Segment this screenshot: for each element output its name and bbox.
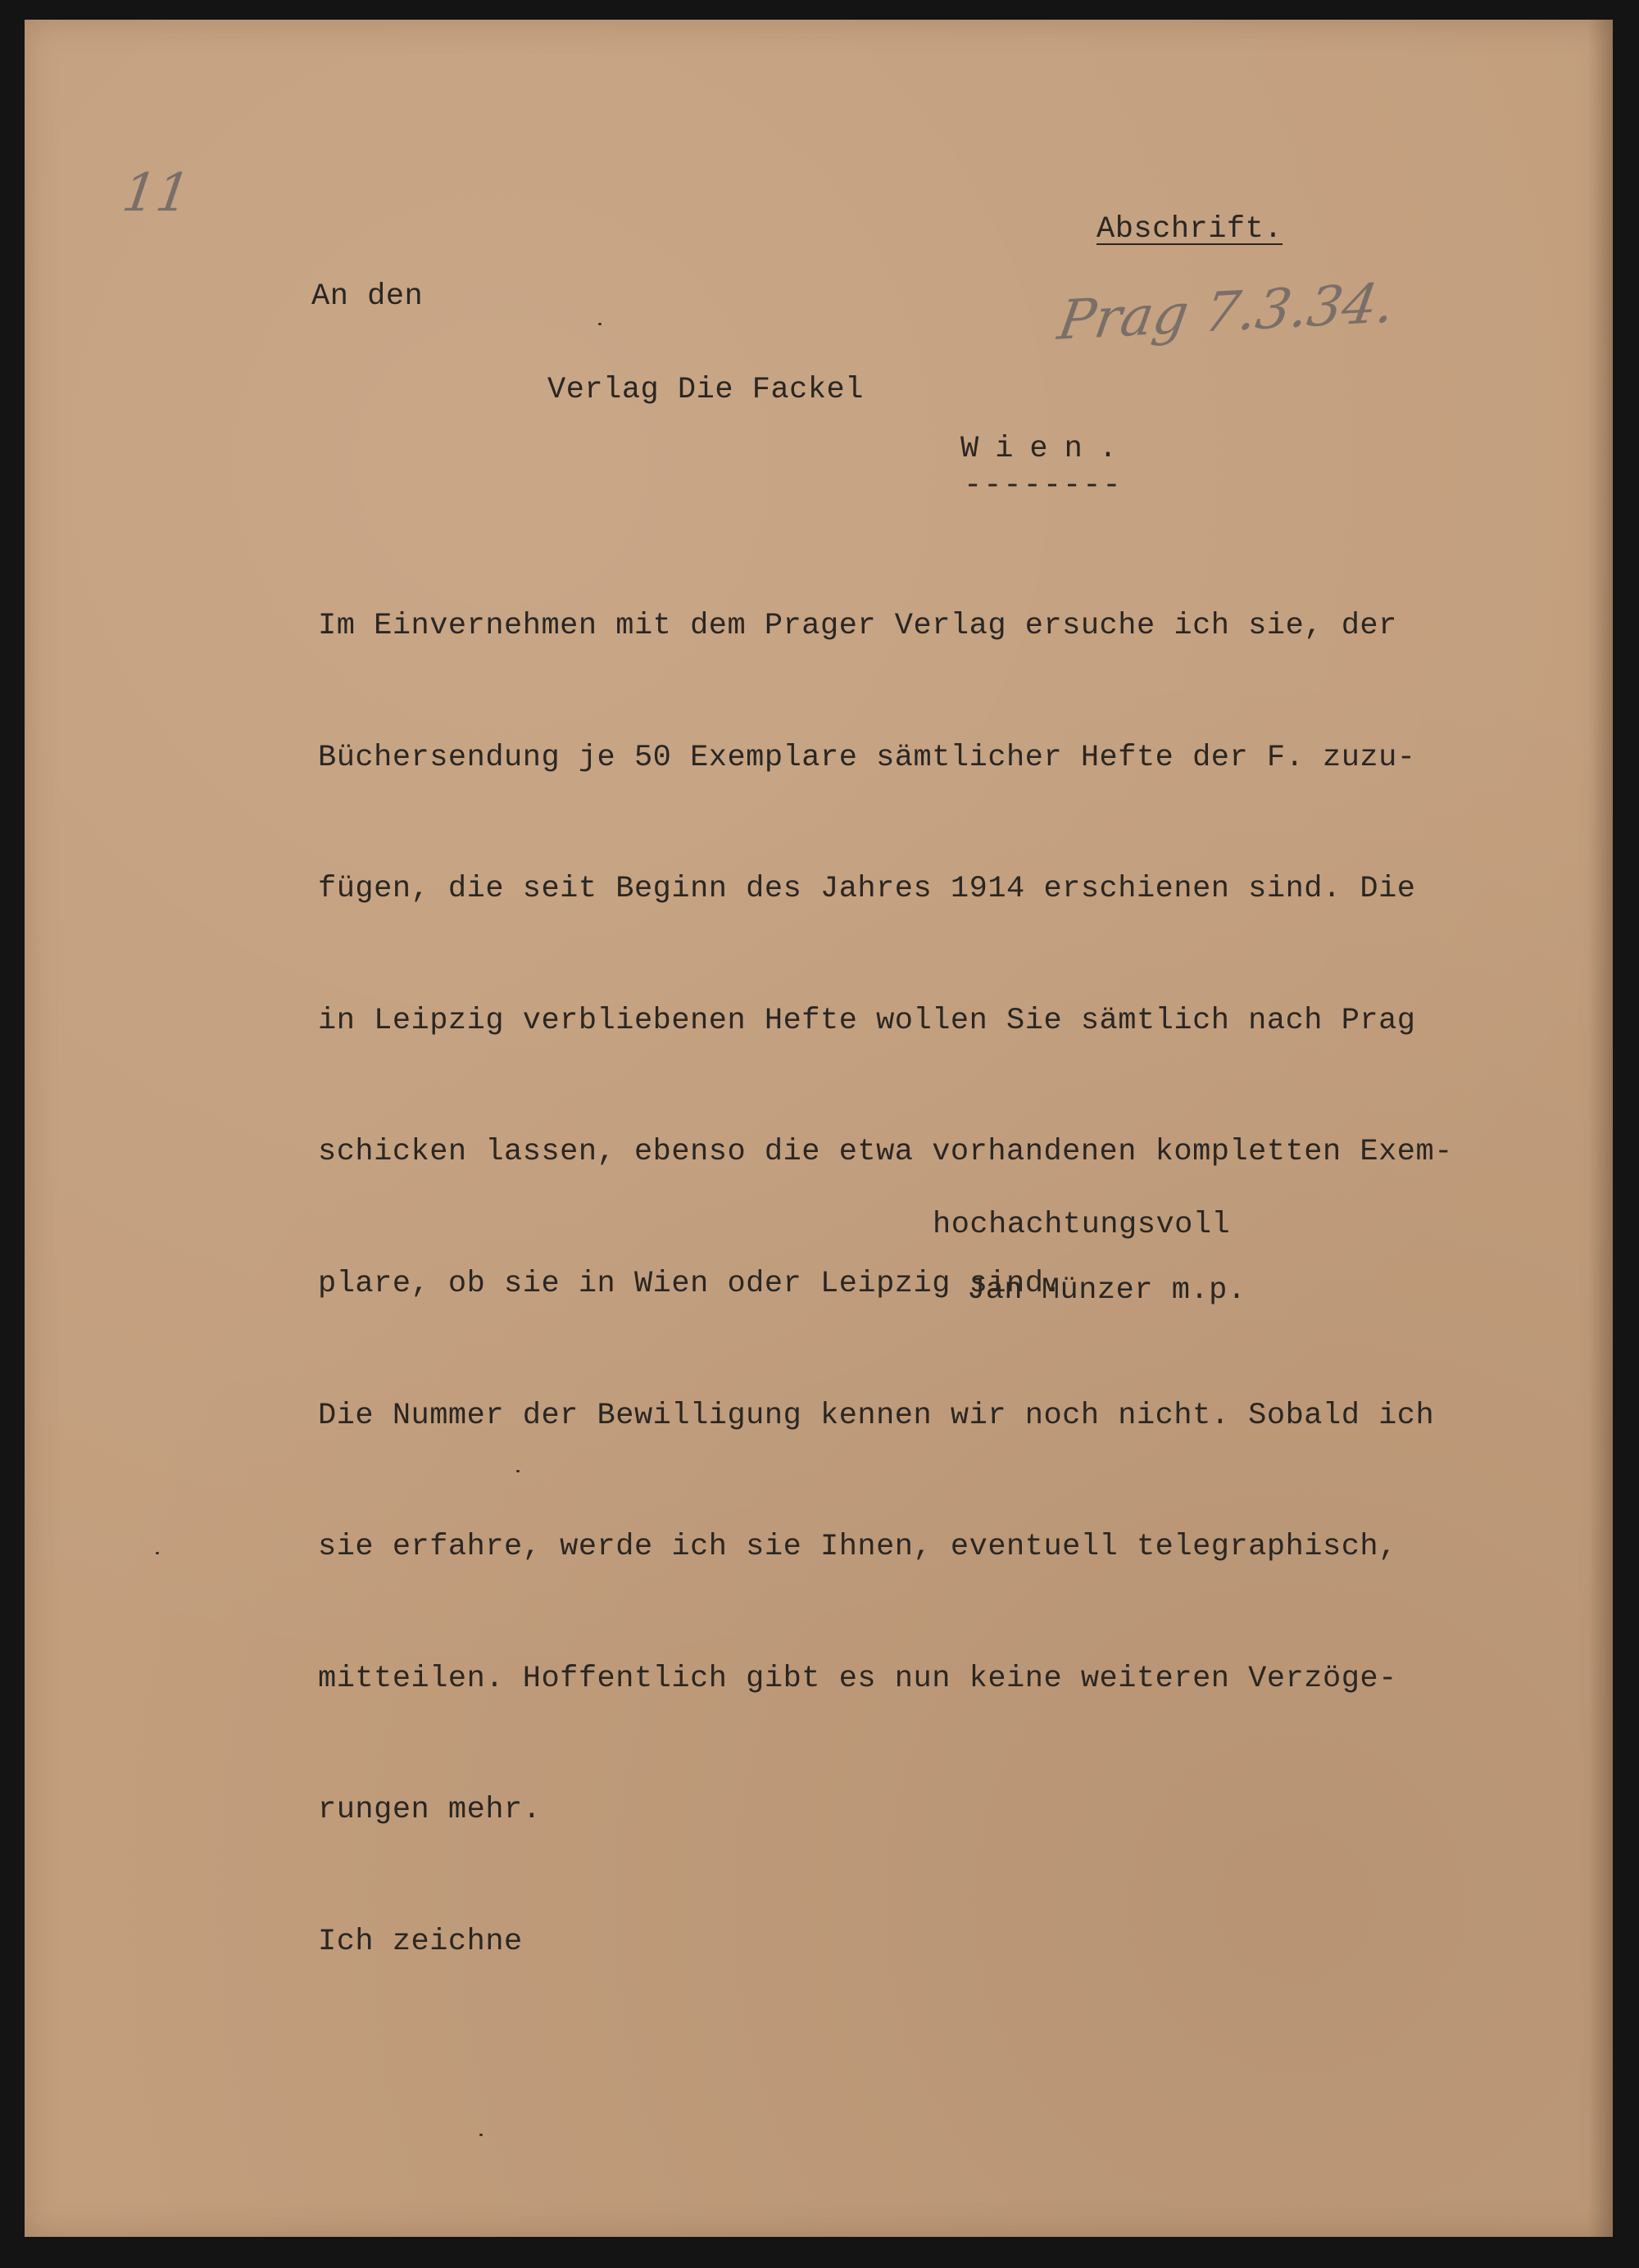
copy-label: Abschrift.	[1096, 212, 1283, 247]
letter-body	[318, 526, 1453, 2043]
body-line: Büchersendung je 50 Exemplare sämtlicher Hefte der F. zuzu-	[318, 740, 1416, 775]
paper-speck	[598, 323, 602, 325]
body-line: mitteilen. Hoffentlich gibt es nun keine weiteren Verzöge-	[318, 1661, 1397, 1696]
folio-number: 11	[118, 163, 194, 224]
letter-page	[25, 20, 1613, 2237]
body-line: rungen mehr.	[318, 1793, 542, 1828]
body-line: in Leipzig verbliebenen Hefte wollen Sie sämtlich nach Prag	[318, 1003, 1416, 1038]
body-line: Ich zeichne	[318, 1924, 523, 1959]
body-line: Die Nummer der Bewilligung kennen wir noch nicht. Sobald ich	[318, 1398, 1435, 1433]
paper-speck	[516, 1470, 520, 1472]
handwritten-date: Prag 7.3.34.	[1054, 270, 1400, 353]
greeting: An den	[311, 279, 424, 314]
paper-speck	[156, 1552, 159, 1554]
recipient-city: Wien.	[960, 432, 1134, 466]
body-line: schicken lassen, ebenso die etwa vorhandenen kompletten Exem-	[318, 1135, 1453, 1170]
closing-phrase: hochachtungsvoll	[933, 1208, 1231, 1242]
paper-speck	[479, 2134, 483, 2136]
body-line: plare, ob sie in Wien oder Leipzig sind.	[318, 1266, 1063, 1301]
paper-edge-shadow	[1588, 20, 1613, 2237]
city-underline: --------	[964, 469, 1123, 503]
body-line: fügen, die seit Beginn des Jahres 1914 erschienen sind. Die	[318, 872, 1416, 907]
recipient-name: Verlag Die Fackel	[547, 373, 864, 407]
body-line: Im Einvernehmen mit dem Prager Verlag ersuche ich sie, der	[318, 609, 1397, 643]
signature-line: Jan Münzer m.p.	[967, 1273, 1246, 1308]
body-line: sie erfahre, werde ich sie Ihnen, eventuell telegraphisch,	[318, 1530, 1397, 1565]
